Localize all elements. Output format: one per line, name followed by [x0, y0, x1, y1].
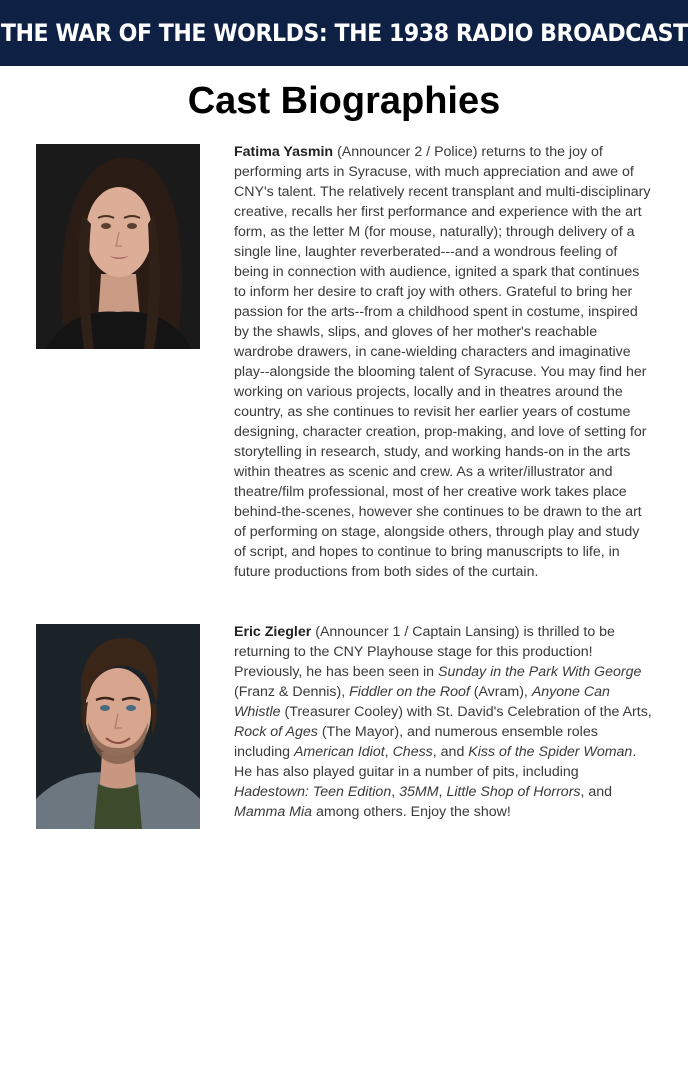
- show-title: Little Shop of Horrors: [446, 784, 581, 800]
- cast-roles: (Announcer 2 / Police): [337, 144, 478, 160]
- show-title: Chess: [392, 744, 433, 760]
- bio-segment: among others. Enjoy the show!: [316, 804, 511, 820]
- bio-segment: . He has also played guitar in a number of pits, including: [234, 744, 637, 780]
- bio-body: returns to the joy of performing arts in Syracuse, with much appreciation and awe of CNY's talent. The relatively recent transplant and multi-disciplinary creative, recalls her first performance and experience with the art form, as the letter M (for mouse, naturally); through delivery of a single line, laughter reverberated---and a wondrous feeling of being in connection with audience, ignited a spark that continues to inform her desire to craft joy with others. Grateful to bring her passion for the arts--from a childhood spent in costume, inspired by the shawls, slips, and gloves of her mother's reachable wardrobe drawers, in cane-wielding characters and imaginative play--alongside the blooming talent of Syracuse. You may find her working on various projects, locally and in theatres around the country, as she continues to revisit her earlier years of costume designing, character creation, prop-making, and love of setting for storytelling in research, study, and working hands-on in the arts within theatres as scenic and crew. As a writer/illustrator and theatre/film professional, most of her creative work takes place behind-the-scenes, however she continues to be drawn to the art of performing on stage, alongside others, through play and study of script, and hopes to continue to bring manuscripts to life, in future productions from both sides of the curtain.: [234, 144, 651, 580]
- bio-segment: ,: [391, 784, 396, 800]
- show-title: Fiddler on the Roof: [349, 684, 470, 700]
- show-title: Mamma Mia: [234, 804, 313, 820]
- cast-roles: (Announcer 1 / Captain Lansing): [315, 624, 520, 640]
- bio-segment: ,: [438, 784, 443, 800]
- show-title: Rock of Ages: [234, 724, 318, 740]
- show-title: Sunday in the Park With George: [438, 664, 642, 680]
- cast-name: Fatima Yasmin: [234, 144, 334, 160]
- headshot-fatima-yasmin: [36, 144, 200, 349]
- show-title: Anyone Can Whistle: [234, 684, 610, 720]
- bio-segment: , and: [432, 744, 465, 760]
- bio-segment: ,: [384, 744, 389, 760]
- show-title: 35MM: [399, 784, 439, 800]
- bio-segment: is thrilled to be returning to the CNY Playhouse stage for this production! Previously, he has been seen in: [234, 624, 615, 680]
- show-title: Kiss of the Spider Woman: [468, 744, 633, 760]
- headshot-eric-ziegler: [36, 624, 200, 829]
- bio-segment: (Treasurer Cooley) with St. David's Celebration of the Arts,: [284, 704, 652, 720]
- bio-text: [234, 142, 654, 582]
- bio-segment: (The Mayor), and numerous ensemble roles including: [234, 724, 598, 760]
- bio-segment: (Franz & Dennis),: [234, 684, 346, 700]
- page-title: Cast Biographies: [187, 80, 501, 122]
- cast-name: Eric Ziegler: [234, 624, 312, 640]
- show-title: American Idiot: [293, 744, 385, 760]
- bio-text: [234, 622, 654, 822]
- bio-segment: , and: [580, 784, 613, 800]
- show-title: Hadestown: Teen Edition: [234, 784, 392, 800]
- banner-title: THE WAR OF THE WORLDS: THE 1938 RADIO BROADCAST: [0, 19, 688, 47]
- bio-segment: (Avram),: [473, 684, 528, 700]
- header-banner: [0, 0, 688, 66]
